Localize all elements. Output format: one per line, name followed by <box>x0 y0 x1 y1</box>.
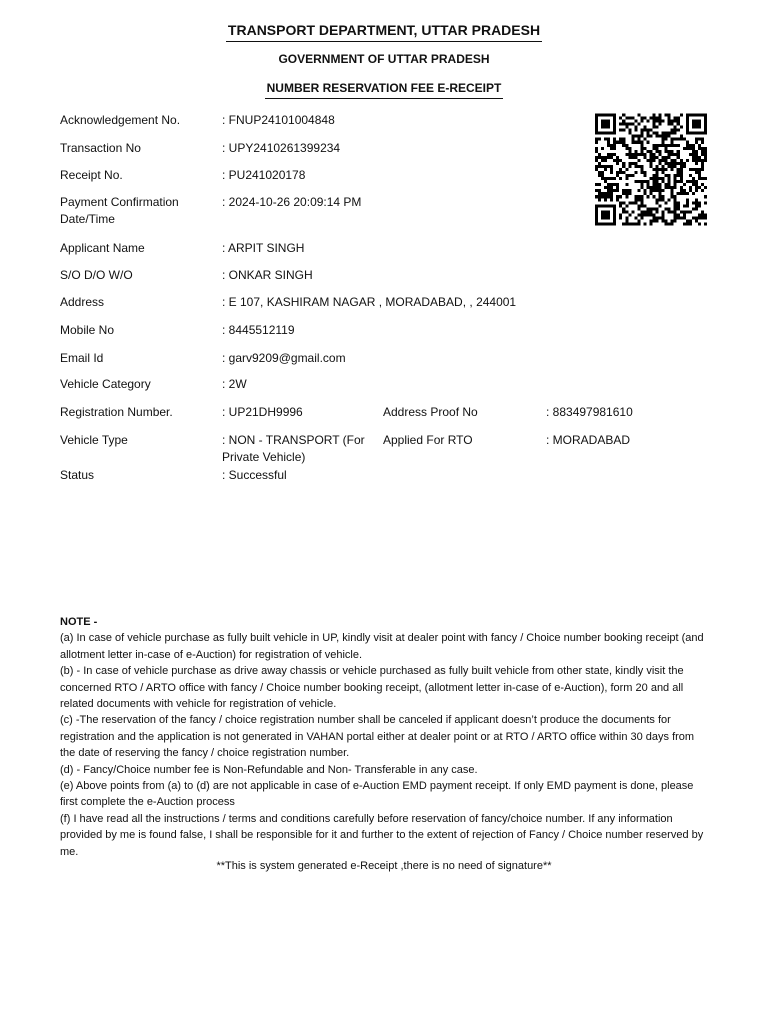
status-value: : Successful <box>222 468 287 482</box>
receipt-value: : PU241020178 <box>222 168 306 182</box>
payment-time-value: : 2024-10-26 20:09:14 PM <box>222 195 362 209</box>
system-generated-footer: **This is system generated e-Receipt ,there is no need of signature** <box>216 860 552 872</box>
address-label: Address <box>60 295 105 309</box>
address-proof-label: Address Proof No <box>383 405 478 419</box>
government-subtitle: GOVERNMENT OF UTTAR PRADESH <box>278 52 490 66</box>
note-title: NOTE - <box>60 616 98 628</box>
rto-label: Applied For RTO <box>383 433 473 447</box>
applicant-value: : ARPIT SINGH <box>222 241 305 255</box>
applicant-label: Applicant Name <box>60 241 145 255</box>
department-title: TRANSPORT DEPARTMENT, UTTAR PRADESH <box>226 22 542 42</box>
transaction-value: : UPY2410261399234 <box>222 141 341 155</box>
address-value: : E 107, KASHIRAM NAGAR , MORADABAD, , 244001 <box>222 295 517 309</box>
note-item-f: (f) I have read all the instructions / terms and conditions carefully before reservation of fancy/choice number. If any information provided by me is found false, I shall be responsible for it and further to the extent of rejection of Fancy / Choice number reserved by me. <box>60 812 704 858</box>
transaction-label: Transaction No <box>60 141 141 155</box>
status-label: Status <box>60 468 95 482</box>
acknowledgement-value: : FNUP24101004848 <box>222 113 335 127</box>
relation-label: S/O D/O W/O <box>60 268 133 282</box>
relation-value: : ONKAR SINGH <box>222 268 313 282</box>
registration-value: : UP21DH9996 <box>222 405 303 419</box>
note-item-b: (b) - In case of vehicle purchase as drive away chassis or vehicle purchased as fully built vehicle from other state, kindly visit the concerned RTO / ARTO office with fancy / Choice number booking receipt, (allotment letter in-case of e-Auction), form 20 and all related documents with vehicle for registration of vehicle. <box>60 665 684 711</box>
acknowledgement-label: Acknowledgement No. <box>60 113 181 127</box>
registration-label: Registration Number. <box>60 405 173 419</box>
header-receipt-row <box>0 81 768 99</box>
email-label: Email Id <box>60 351 104 365</box>
rto-value: : MORADABAD <box>546 433 631 447</box>
vehicle-type-label: Vehicle Type <box>60 433 128 447</box>
mobile-value: : 8445512119 <box>222 323 295 337</box>
vehicle-type-value-line1: : NON - TRANSPORT (For <box>222 433 365 447</box>
payment-time-label-line2: Date/Time <box>60 212 115 226</box>
payment-time-label <box>60 194 218 228</box>
qr-code-icon <box>595 112 707 227</box>
note-item-d: (d) - Fancy/Choice number fee is Non-Refundable and Non- Transferable in any case. <box>60 763 478 776</box>
receipt-title: NUMBER RESERVATION FEE E-RECEIPT <box>265 81 504 99</box>
vehicle-type-value <box>222 432 377 466</box>
address-proof-value: : 883497981610 <box>546 405 633 419</box>
vehicle-type-value-line2: Private Vehicle) <box>222 450 306 464</box>
header-subtitle-row <box>0 52 768 66</box>
note-item-a: (a) In case of vehicle purchase as fully built vehicle in UP, kindly visit at dealer point with fancy / Choice number booking receipt (and allotment letter in-case of e-Auction) for registration of vehicle. <box>60 632 704 661</box>
email-value: : garv9209@gmail.com <box>222 351 346 365</box>
vehicle-category-label: Vehicle Category <box>60 377 151 391</box>
receipt-label: Receipt No. <box>60 168 123 182</box>
note-item-c: (c) -The reservation of the fancy / choice registration number shall be canceled if applicant doesn’t produce the documents for registration and the application is not generated in VAHAN portal either at dealer point or at RTO / ARTO office within 30 days from the date of reserving the fancy / choice registration number. <box>60 714 695 760</box>
payment-time-label-line1: Payment Confirmation <box>60 195 179 209</box>
mobile-label: Mobile No <box>60 323 115 337</box>
header-title-row <box>0 22 768 42</box>
note-section <box>60 614 712 860</box>
vehicle-category-value: : 2W <box>222 377 247 391</box>
note-item-e: (e) Above points from (a) to (d) are not applicable in case of e-Auction EMD payment receipt. If only EMD payment is done, please first complete the e-Auction process <box>60 780 694 809</box>
